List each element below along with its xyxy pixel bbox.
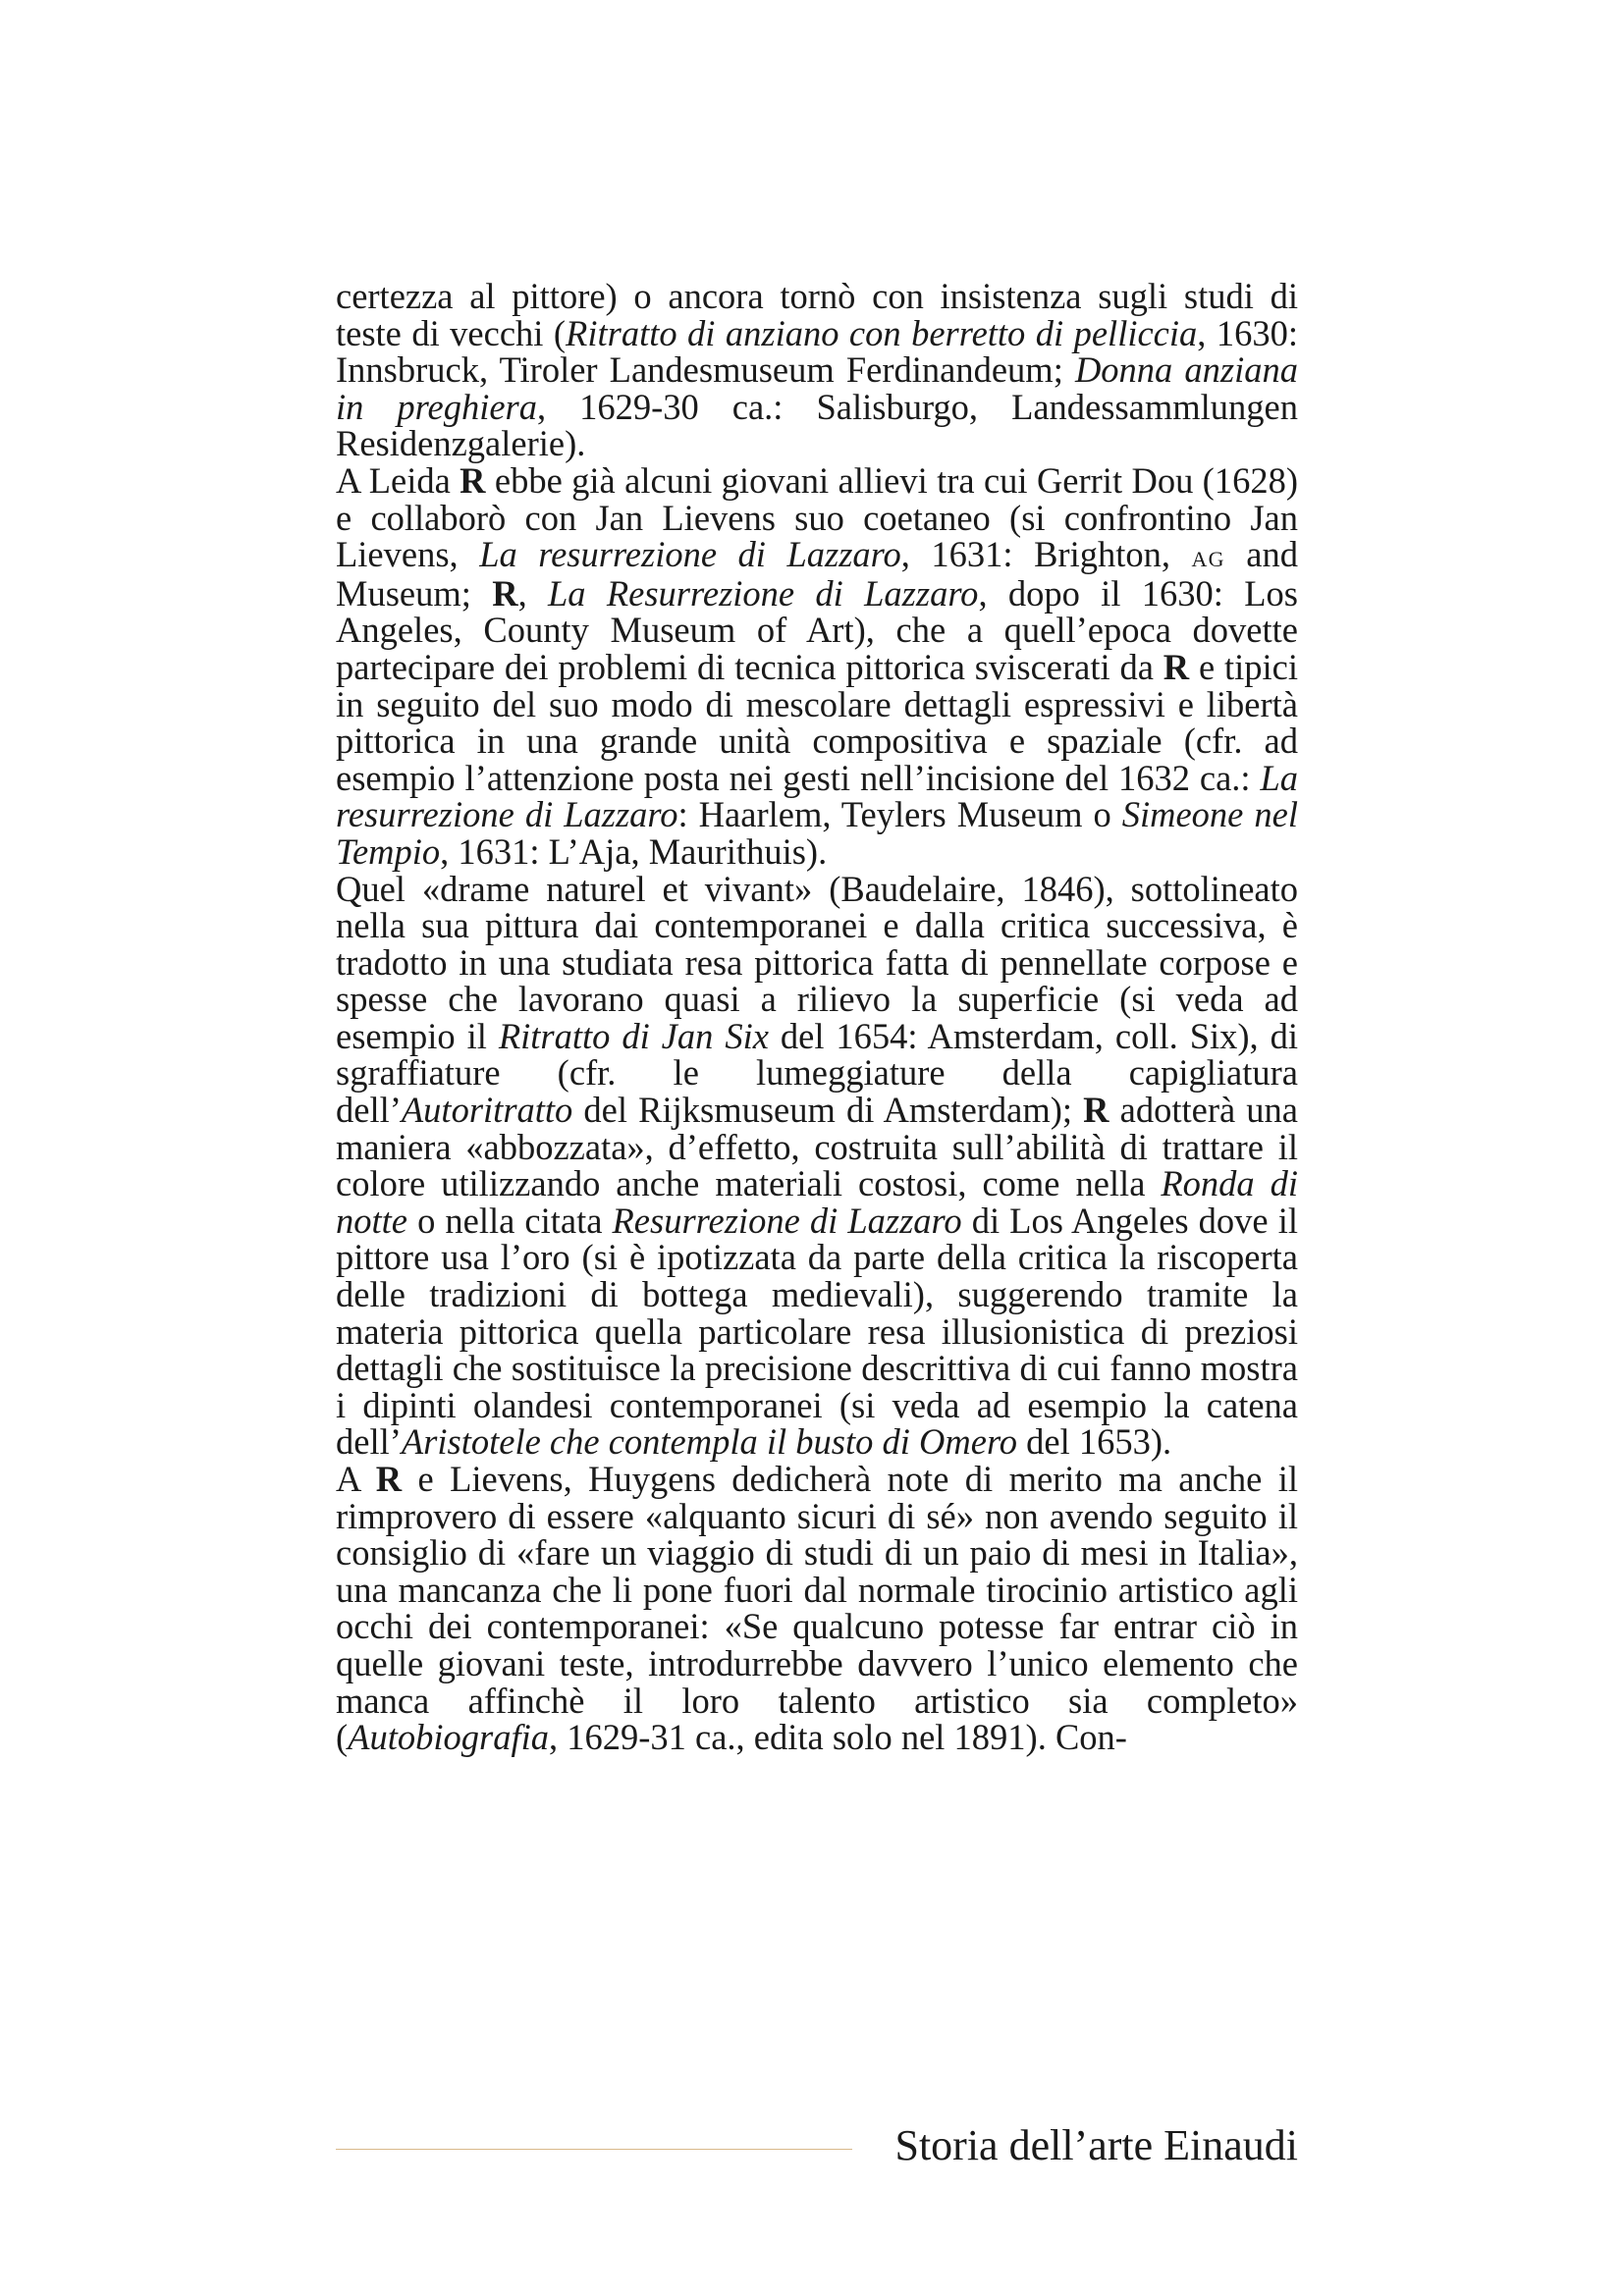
text-run: , 1629-31 ca., edita solo nel 1891). Con- [548, 1717, 1127, 1758]
paragraph-4 [336, 1461, 1298, 1756]
italic-title: Ronda di notte [336, 1163, 1299, 1241]
footer-rule [336, 2149, 852, 2150]
italic-title: Donna anziana in preghiera [336, 349, 1298, 427]
page-footer [336, 2116, 1298, 2175]
footer-title: Storia dell’arte Einaudi [894, 2121, 1298, 2169]
text-run: del Rijksmuseum di Amsterdam); [572, 1090, 1084, 1131]
author-initial: R [375, 1459, 403, 1499]
author-initial: R [460, 459, 486, 501]
text-run: , 1630: Innsbruck, Tiroler Landesmuseum Ferdinandeum; [336, 312, 1298, 391]
text-run: o nella citata [406, 1200, 613, 1241]
text-run: , [517, 572, 548, 614]
article-body [336, 278, 1298, 1756]
italic-title: Simeone nel Tempio [336, 794, 1298, 872]
italic-title: La resurrezione di Lazzaro [336, 757, 1298, 835]
author-initial: R [492, 572, 518, 614]
italic-title: La resurrezione di Lazzaro [479, 534, 901, 575]
text-run: e Lievens, Huygens dedicherà note di merito ma anche il rimprovero di essere «alquanto sicuri di sé» non avendo seguito il consiglio di «fare un viaggio di studi di un paio di mesi in Italia», una mancanza che li pone fuori dal normale tirocinio artistico agli occhi dei contemporanei: «Se qualcuno potesse far entrar ciò in quelle giovani teste, introdurrebbe davvero l’unico elemento che manca affinchè il loro talento artistico sia completo» ( [336, 1459, 1298, 1758]
italic-title: Resurrezione di Lazzaro [612, 1200, 962, 1241]
text-run: : Haarlem, Teylers Museum o [677, 794, 1122, 835]
text-run: di Los Angeles dove il pittore usa l’oro (si è ipotizzata da parte della critica la riscoperta delle tradizioni di bottega medievali), suggerendo tramite la materia pittorica quella particolare resa illusionistica di preziosi dettagli che sostituisce la precisione descrittiva di cui fanno mostra i dipinti olandesi contemporanei (si veda ad esempio la catena dell’ [336, 1200, 1298, 1463]
text-run: ebbe già alcuni giovani allievi tra cui Gerrit Dou (1628) e collaborò con Jan Lievens suo coetaneo (si confrontino Jan Lievens, [336, 459, 1298, 575]
text-run: , 1629-30 ca.: Salisburgo, Landessammlungen Residenzgalerie). [336, 386, 1298, 464]
text-run: del 1654: Amsterdam, coll. Six), di sgraffiature (cfr. le lumeggiature della capigliatura dell’ [336, 1015, 1299, 1131]
text-run: and Museum; [336, 534, 1298, 614]
text-run: A [336, 1459, 376, 1499]
text-run: e tipici in seguito del suo modo di mescolare dettagli espressivi e libertà pittorica in una grande unità compositiva e spaziale (cfr. ad esempio l’attenzione posta nei gesti nell’incisione del 1632 ca.: [336, 646, 1298, 798]
italic-title: Ritratto di anziano con berretto di pelliccia [566, 312, 1198, 353]
text-run: adotterà una maniera «abbozzata», d’effetto, costruita sull’abilità di trattare il colore utilizzando anche materiali costosi, come nella [336, 1090, 1298, 1204]
author-initial: R [1083, 1090, 1109, 1131]
italic-title: Aristotele che contempla il busto di Omero [401, 1421, 1018, 1463]
italic-title: Autobiografia [348, 1717, 549, 1758]
text-run: Quel «drame naturel et vivant» (Baudelaire, 1846), sottolineato nella sua pittura dai contemporanei e dalla critica successiva, è tradotto in una studiata resa pittorica fatta di pennellate corpose e spesse che lavorano quasi a rilievo la superficie (si veda ad esempio il [336, 868, 1298, 1056]
text-run: , 1631: Brighton, [900, 534, 1192, 575]
text-run: , dopo il 1630: Los Angeles, County Museum of Art), che a quell’epoca dovette partecipare dei problemi di tecnica pittorica sviscerati da [336, 572, 1298, 687]
italic-title: Autoritratto [401, 1090, 573, 1131]
text-run: del 1653). [1017, 1421, 1172, 1463]
text-run: , 1631: L’Aja, Maurithuis). [440, 830, 828, 872]
paragraph-3 [336, 868, 1299, 1463]
author-initial: R [1163, 646, 1190, 687]
small-caps-abbrev: ag [1191, 539, 1225, 574]
italic-title: Ritratto di Jan Six [498, 1015, 769, 1056]
paragraph-2 [336, 459, 1298, 872]
paragraph-1 [336, 278, 1298, 462]
italic-title: La Resurrezione di Lazzaro [548, 572, 979, 614]
text-run: certezza al pittore) o ancora tornò con insistenza sugli studi di teste di vecchi ( [336, 276, 1298, 353]
text-run: A Leida [336, 459, 460, 501]
